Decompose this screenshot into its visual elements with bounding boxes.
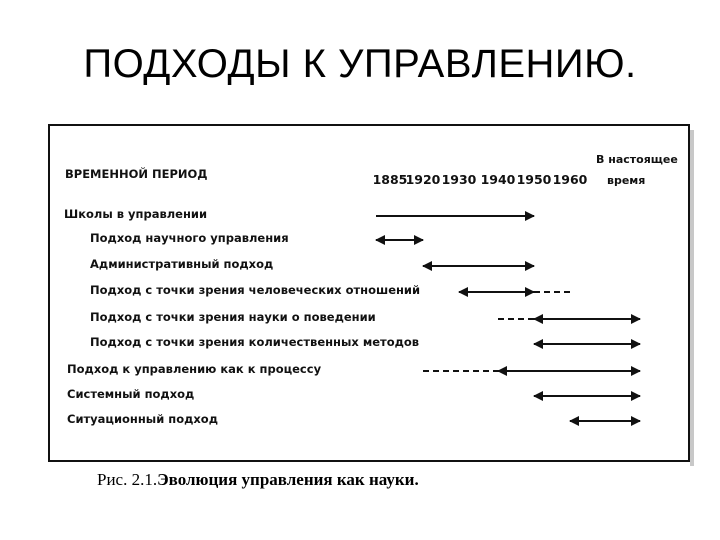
year-labels <box>373 172 588 187</box>
figure-frame <box>48 124 690 462</box>
row-label: Подход с точки зрения человеческих отношений <box>90 283 421 297</box>
row-label: Подход с точки зрения науки о поведении <box>90 310 376 324</box>
row-label: Подход к управлению как к процессу <box>67 362 322 376</box>
year-label: 1940 <box>480 172 516 187</box>
present-label-line1: В настоящее <box>596 153 678 166</box>
row-arrows <box>376 216 640 421</box>
year-label: 1960 <box>552 172 588 187</box>
slide-title: ПОДХОДЫ К УПРАВЛЕНИЮ. <box>83 42 637 86</box>
figure-caption <box>97 470 419 490</box>
row-label: Административный подход <box>90 257 274 271</box>
row-label: Школы в управлении <box>64 207 208 221</box>
row-label: Подход научного управления <box>90 231 289 245</box>
row-label: Системный подход <box>67 387 195 401</box>
row-labels <box>64 207 420 426</box>
timeline-diagram <box>50 126 692 464</box>
row-label: Подход с точки зрения количественных методов <box>90 335 420 349</box>
period-header: ВРЕМЕННОЙ ПЕРИОД <box>65 167 208 181</box>
year-label: 1930 <box>441 172 477 187</box>
present-label-line2: время <box>607 174 646 187</box>
year-label: 1885 <box>372 172 408 187</box>
caption-text: Эволюция управления как науки. <box>157 470 419 489</box>
row-label: Ситуационный подход <box>67 412 218 426</box>
year-label: 1950 <box>516 172 552 187</box>
year-label: 1920 <box>405 172 441 187</box>
caption-prefix: Рис. 2.1. <box>97 470 158 489</box>
